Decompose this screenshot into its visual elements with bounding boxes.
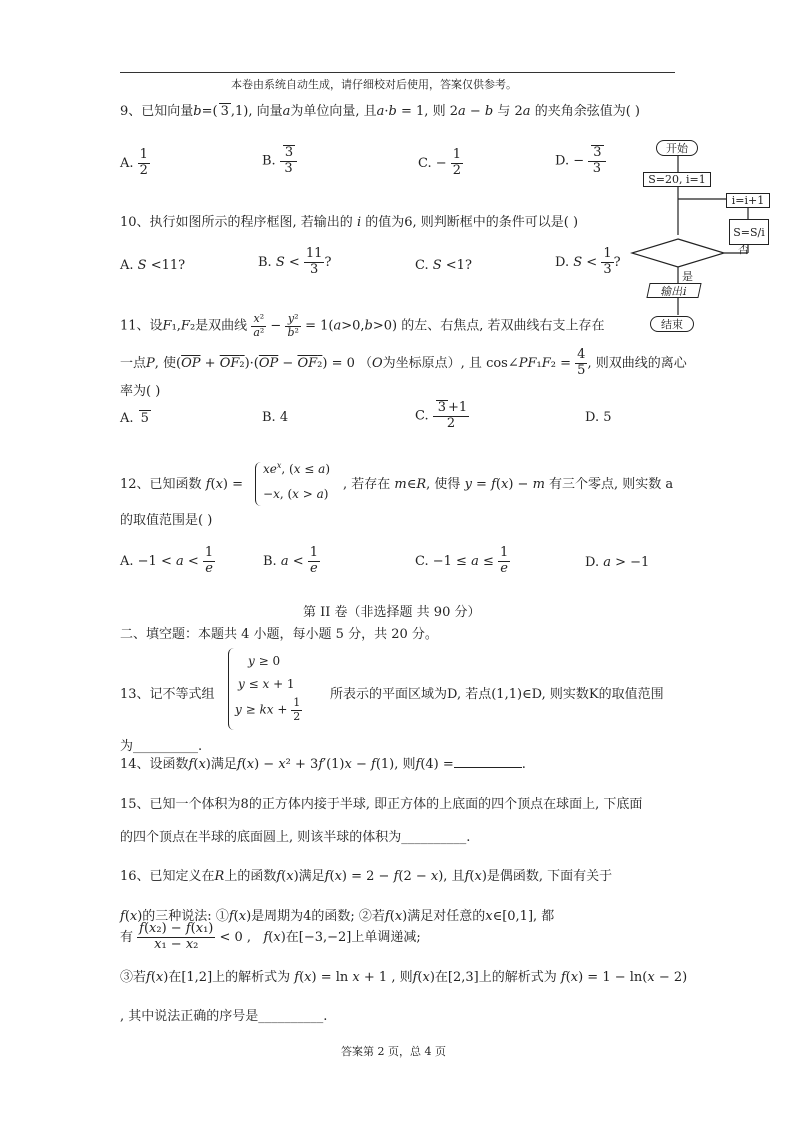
flowchart-increment: i=i+1 xyxy=(726,193,770,208)
question-12-line2: 的取值范围是( ) xyxy=(120,513,213,528)
q12-option-a: A. −1 < a < $\frac{1}{e}$ xyxy=(120,545,214,576)
q9-option-d: D. − $\frac{3}{3}$ xyxy=(555,145,606,177)
q11-option-b: B. 4 xyxy=(262,410,289,425)
q12-case-1: $xe^x$, (x ≤ a) xyxy=(263,461,331,476)
flowchart-start: 开始 xyxy=(656,140,698,156)
q12-option-d: D. a > −1 xyxy=(585,555,650,570)
q13-cond-2: y ≤ x + 1 xyxy=(238,677,295,691)
flowchart-no-label: 否 xyxy=(738,243,749,256)
flowchart-output: 输出i xyxy=(646,283,701,298)
question-16-line5: , 其中说法正确的序号是__________. xyxy=(120,1009,328,1024)
question-16-line3: 有 $\frac{\text{f(x₂) − f(x₁)}}{\text{x₁ − x₂}}$ < 0 , f(x)在[−3,−2]上单调递减; xyxy=(120,921,421,952)
section-2-title: 第 II 卷（非选择题 共 90 分） xyxy=(303,605,481,620)
q9-option-b: B. $\frac{3}{3}$ xyxy=(262,145,297,177)
q11-option-d: D. 5 xyxy=(585,410,612,425)
question-11-line3: 率为( ) xyxy=(120,384,161,399)
question-15-line1: 15、已知一个体积为8的正方体内接于半球, 即正方体的上底面的四个顶点在球面上, 下底面 xyxy=(120,797,643,812)
q12-option-b: B. a < $\frac{1}{e}$ xyxy=(263,545,319,576)
footer-page: 答案第 2 页，总 4 页 xyxy=(341,1045,446,1058)
q12-case-2: −x, (x > a) xyxy=(263,487,329,501)
q11-option-a: A. 5 xyxy=(120,411,149,426)
question-11-line2: 一点P, 使$(\overline{OP} + OF_2)\cdot(\overline{OP} - OF_2) = 0$ （O为坐标原点）, 且 cos∠PF₁F₂ = $\frac{4}{5}$ , 则双曲线的离心 xyxy=(120,347,687,378)
q12-option-c: C. −1 ≤ a ≤ $\frac{1}{e}$ xyxy=(415,545,509,576)
question-13-tail: 为__________. xyxy=(120,739,203,754)
flowchart-init: S=20, i=1 xyxy=(643,172,711,187)
flowchart-yes-label: 是 xyxy=(682,270,693,283)
q10-option-b: B. S < $\frac{11}{3}$ ? xyxy=(258,246,332,277)
q13-cond-3: y ≥ kx + $\frac{1}{2}$ xyxy=(235,696,301,723)
question-12-line1-tail: , 若存在 m∈R, 使得 y = f(x) − m 有三个零点, 则实数 a xyxy=(343,477,674,492)
flowchart-end: 结束 xyxy=(650,316,694,332)
question-16-line1: 16、已知定义在R上的函数f(x)满足f(x) = 2 − f(2 − x), 且f(x)是偶函数, 下面有关于 xyxy=(120,869,613,884)
q11-option-c: C. $\frac{3 +1}{2}$ xyxy=(415,400,468,431)
q12-brace xyxy=(255,462,261,506)
q10-option-c: C. S <1? xyxy=(415,258,472,273)
question-12-line1: 12、已知函数 f(x) = xyxy=(120,477,244,492)
q13-brace xyxy=(228,648,234,730)
header-rule xyxy=(120,72,675,73)
flowchart-update: S=S/i xyxy=(729,219,769,245)
question-13-prefix: 13、记不等式组 xyxy=(120,687,215,702)
q9-option-c: C. − $\frac{1}{2}$ xyxy=(418,147,462,178)
header-note: 本卷由系统自动生成，请仔细校对后使用，答案仅供参考。 xyxy=(231,78,517,91)
question-14: 14、设函数f(x)满足f(x) − x² + 3f′(1)x − f(1), 则f(4) = . xyxy=(120,757,526,772)
question-10: 10、执行如图所示的程序框图, 若输出的 i 的值为6, 则判断框中的条件可以是( ) xyxy=(120,215,579,230)
question-9: 9、已知向量b=( 3 ,1), 向量a为单位向量, 且a·b = 1, 则 2a − b 与 2a 的夹角余弦值为( ) xyxy=(120,104,640,119)
question-11-line1: 11、设F₁,F₂是双曲线 $\frac{\text{x²}}{\text{a²}}$ − $\frac{\text{y²}}{\text{b²}}$ = 1(a>0,b>0) 的左、右焦点, 若双曲线右支上存在 xyxy=(120,312,605,339)
question-15-line2: 的四个顶点在半球的底面圆上, 则该半球的体积为__________. xyxy=(120,830,471,845)
question-16-line4: ③若f(x)在[1,2]上的解析式为 f(x) = ln x + 1 , 则f(x)在[2,3]上的解析式为 f(x) = 1 − ln(x − 2) xyxy=(120,970,688,985)
question-13-suffix: 所表示的平面区域为D, 若点(1,1)∈D, 则实数K的取值范围 xyxy=(330,687,664,702)
q10-option-a: A. S <11? xyxy=(120,258,186,273)
q10-option-d: D. S < $\frac{1}{3}$ ? xyxy=(555,246,621,277)
q13-cond-1: y ≥ 0 xyxy=(248,654,281,668)
question-16-line2: f(x)的三种说法: ①f(x)是周期为4的函数; ②若f(x)满足对任意的x∈[0,1], 都 xyxy=(120,909,555,924)
section-2-heading: 二、填空题：本题共 4 小题，每小题 5 分，共 20 分。 xyxy=(120,627,438,642)
q9-option-a: A. $\frac{1}{2}$ xyxy=(120,147,148,178)
